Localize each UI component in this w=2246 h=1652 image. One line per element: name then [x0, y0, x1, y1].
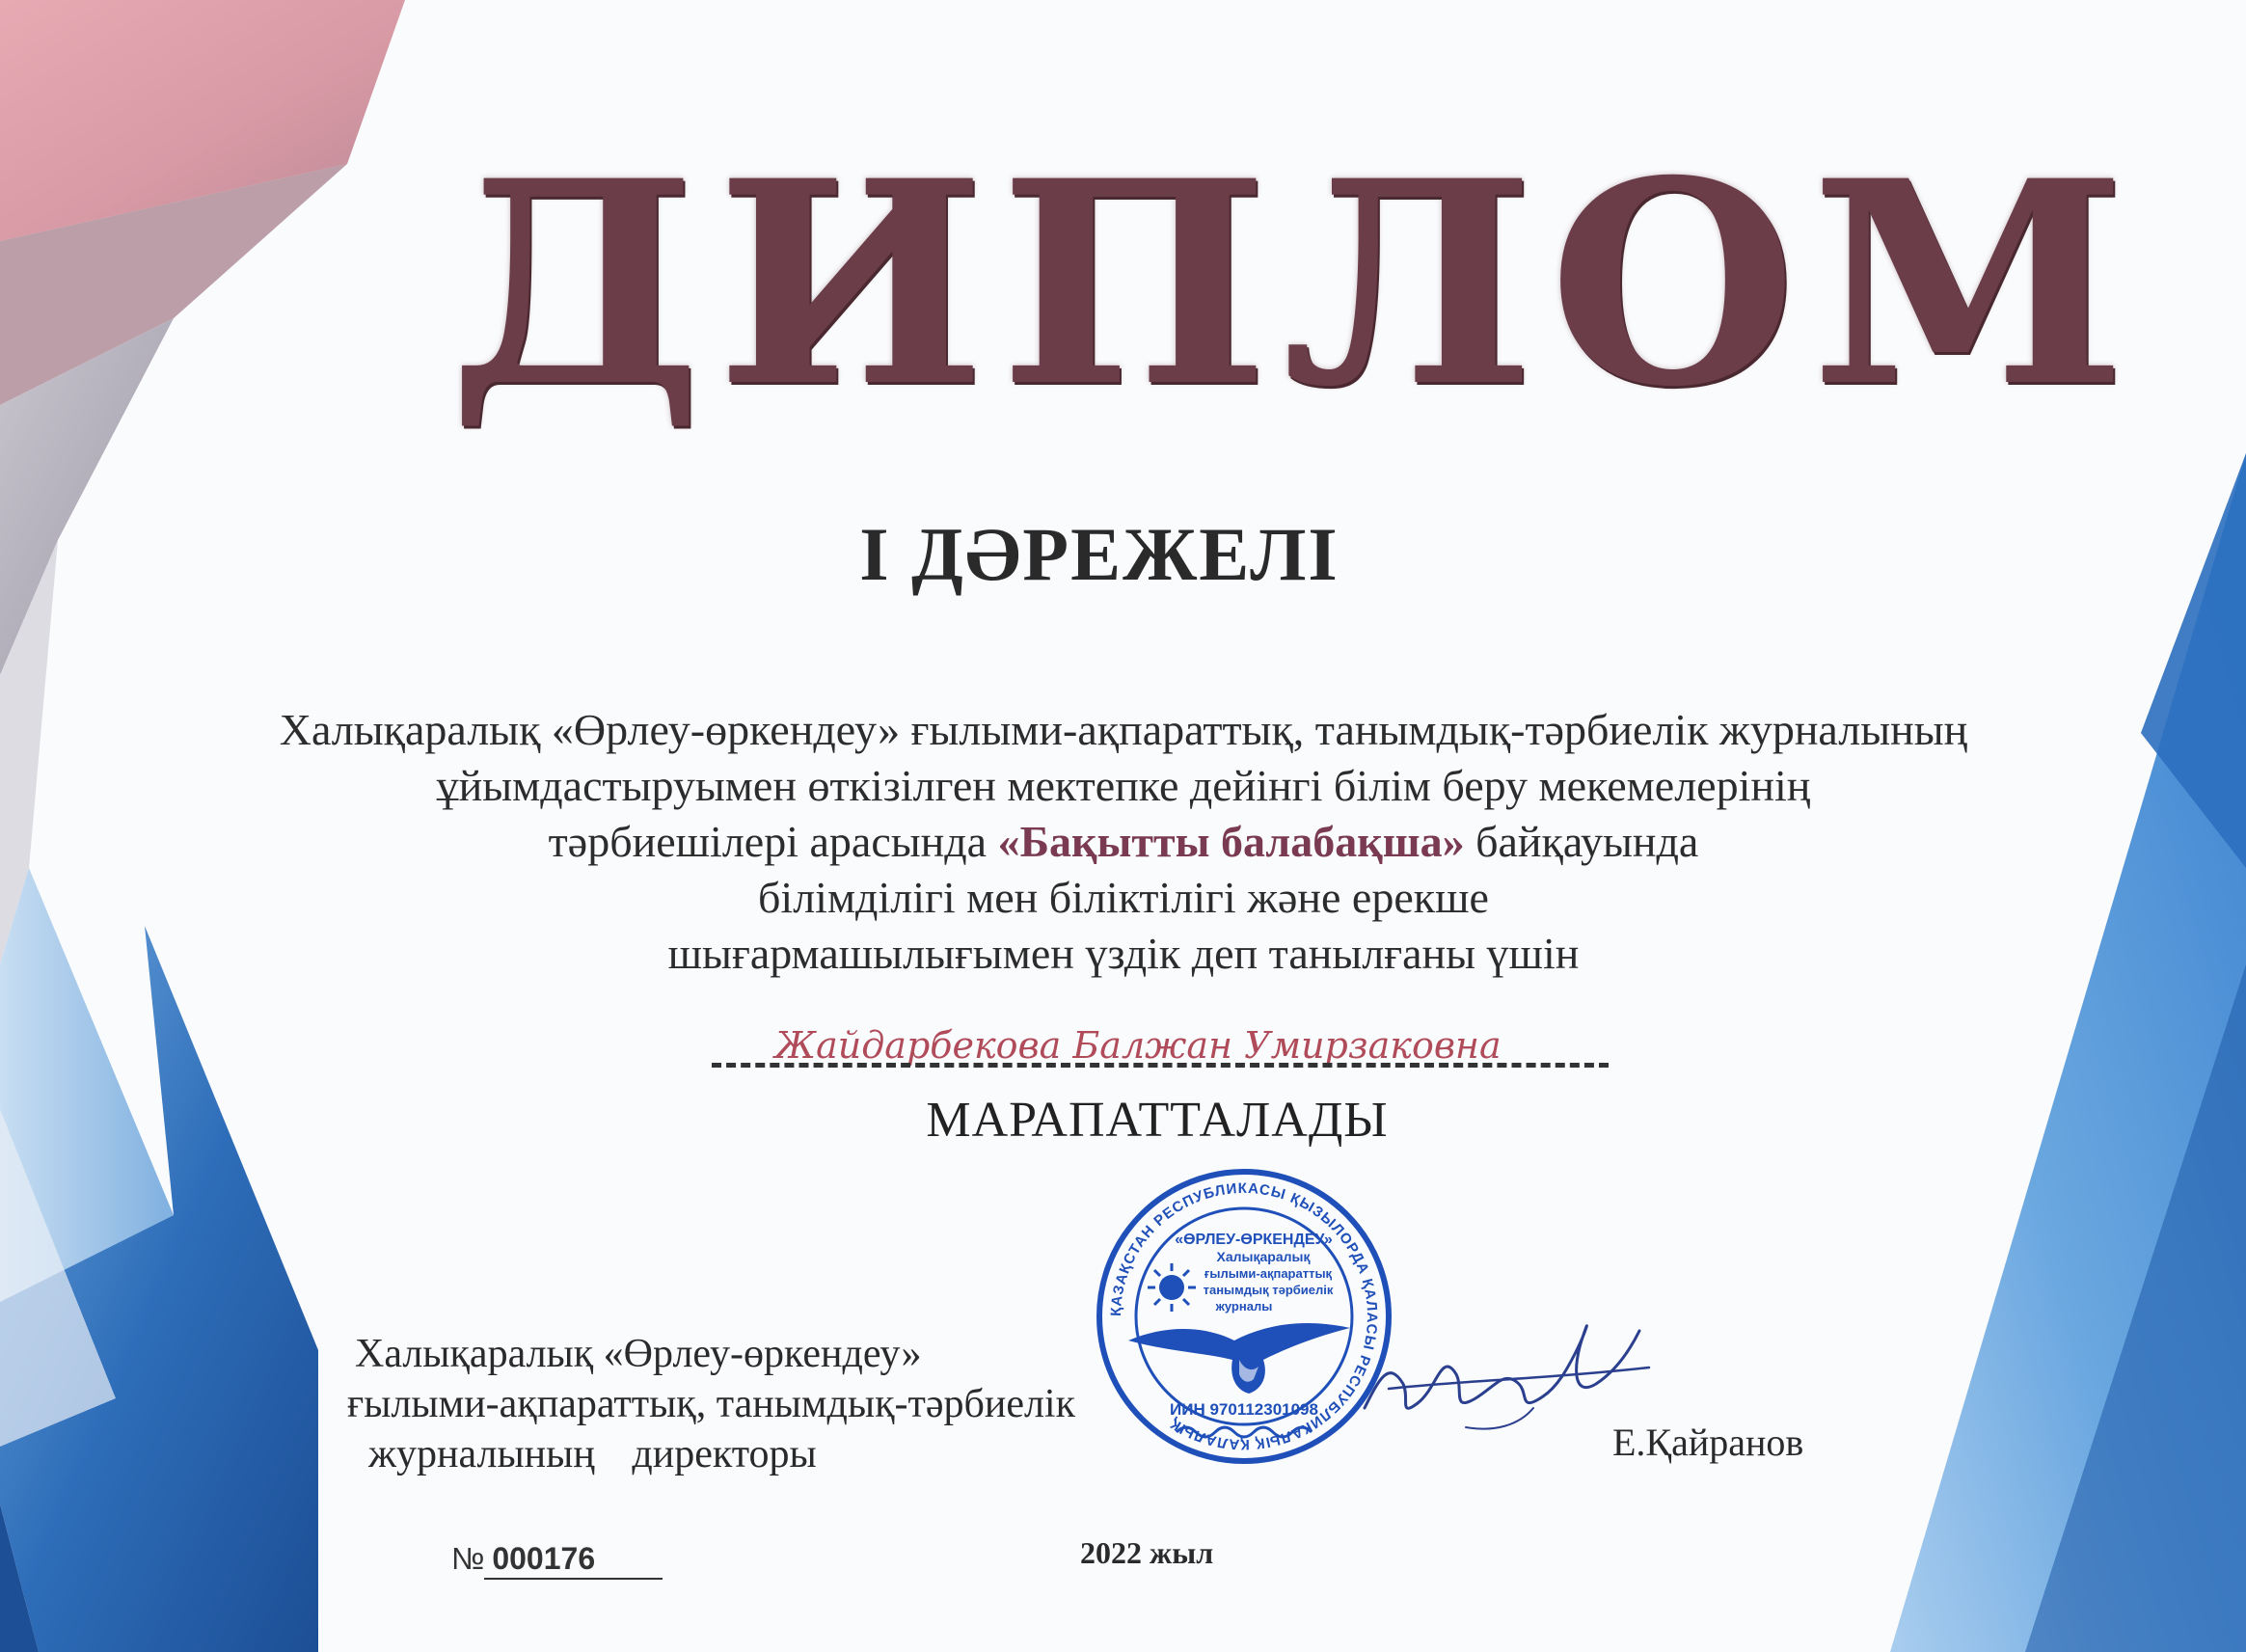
issue-year: 2022 жыл — [1080, 1535, 1214, 1570]
description-line-4: білімділігі мен біліктілігі және ерекше — [758, 873, 1489, 922]
diploma-title: ДИПЛОМ — [448, 121, 2141, 448]
stamp-eagle-icon — [1128, 1323, 1350, 1394]
signer-name: Е.Қайранов — [1612, 1421, 1804, 1464]
description-line-3-start: тәрбиешілері арасында — [548, 817, 988, 866]
stamp-iin: ИИН 970112301098 — [1170, 1400, 1318, 1419]
stamp-ring-text: ҚАЗАҚСТАН РЕСПУБЛИКАСЫ ҚЫЗЫЛОРДА ҚАЛАСЫ РЕСПУБЛИКАЛЫҚ ҚАЛАЛЫҚ — [1107, 1179, 1381, 1453]
recipient-dashed-line — [712, 1063, 1609, 1068]
award-description — [174, 702, 2073, 982]
recipient-name: Жайдарбекова Балжан Умирзаковна — [774, 1024, 1502, 1067]
number-value: 000176 — [484, 1539, 663, 1580]
contest-name: «Бақытты балабақша» — [997, 817, 1465, 866]
diploma-number — [451, 1539, 721, 1580]
director-line-3: журналының директоры — [368, 1432, 817, 1476]
description-line-1: Халықаралық «Өрлеу-өркендеу» ғылыми-ақпараттық, танымдық-тәрбиелік журналының — [279, 705, 1968, 754]
description-line-5: шығармашылығымен үздік деп танылғаны үшін — [667, 929, 1580, 978]
degree-heading: I ДӘРЕЖЕЛІ — [859, 512, 1339, 596]
stamp-sun-icon — [1148, 1263, 1196, 1312]
description-line-3-end: байқауында — [1475, 817, 1699, 866]
stamp-inner-line-1: «ӨРЛЕУ-ӨРКЕНДЕУ» — [1175, 1232, 1333, 1248]
stamp-inner-line-4: танымдық тәрбиелік — [1203, 1283, 1334, 1297]
number-prefix: № — [451, 1541, 485, 1576]
stamp-inner-line-3: ғылыми-ақпараттық — [1204, 1266, 1333, 1281]
description-line-3 — [174, 814, 2073, 870]
stamp-inner-line-2: Халықаралық — [1216, 1249, 1311, 1264]
description-line-2: ұйымдастыруымен өткізілген мектепке дейінгі білім беру мекемелерінің — [436, 761, 1811, 810]
director-title — [347, 1329, 1138, 1479]
director-line-1: Халықаралық «Өрлеу-өркендеу» — [355, 1332, 922, 1376]
director-line-2: ғылыми-ақпараттық, танымдық-тәрбиелік — [347, 1382, 1075, 1426]
stamp-inner-line-5: журналы — [1215, 1299, 1273, 1313]
awarded-label: МАРАПАТТАЛАДЫ — [926, 1093, 1389, 1148]
